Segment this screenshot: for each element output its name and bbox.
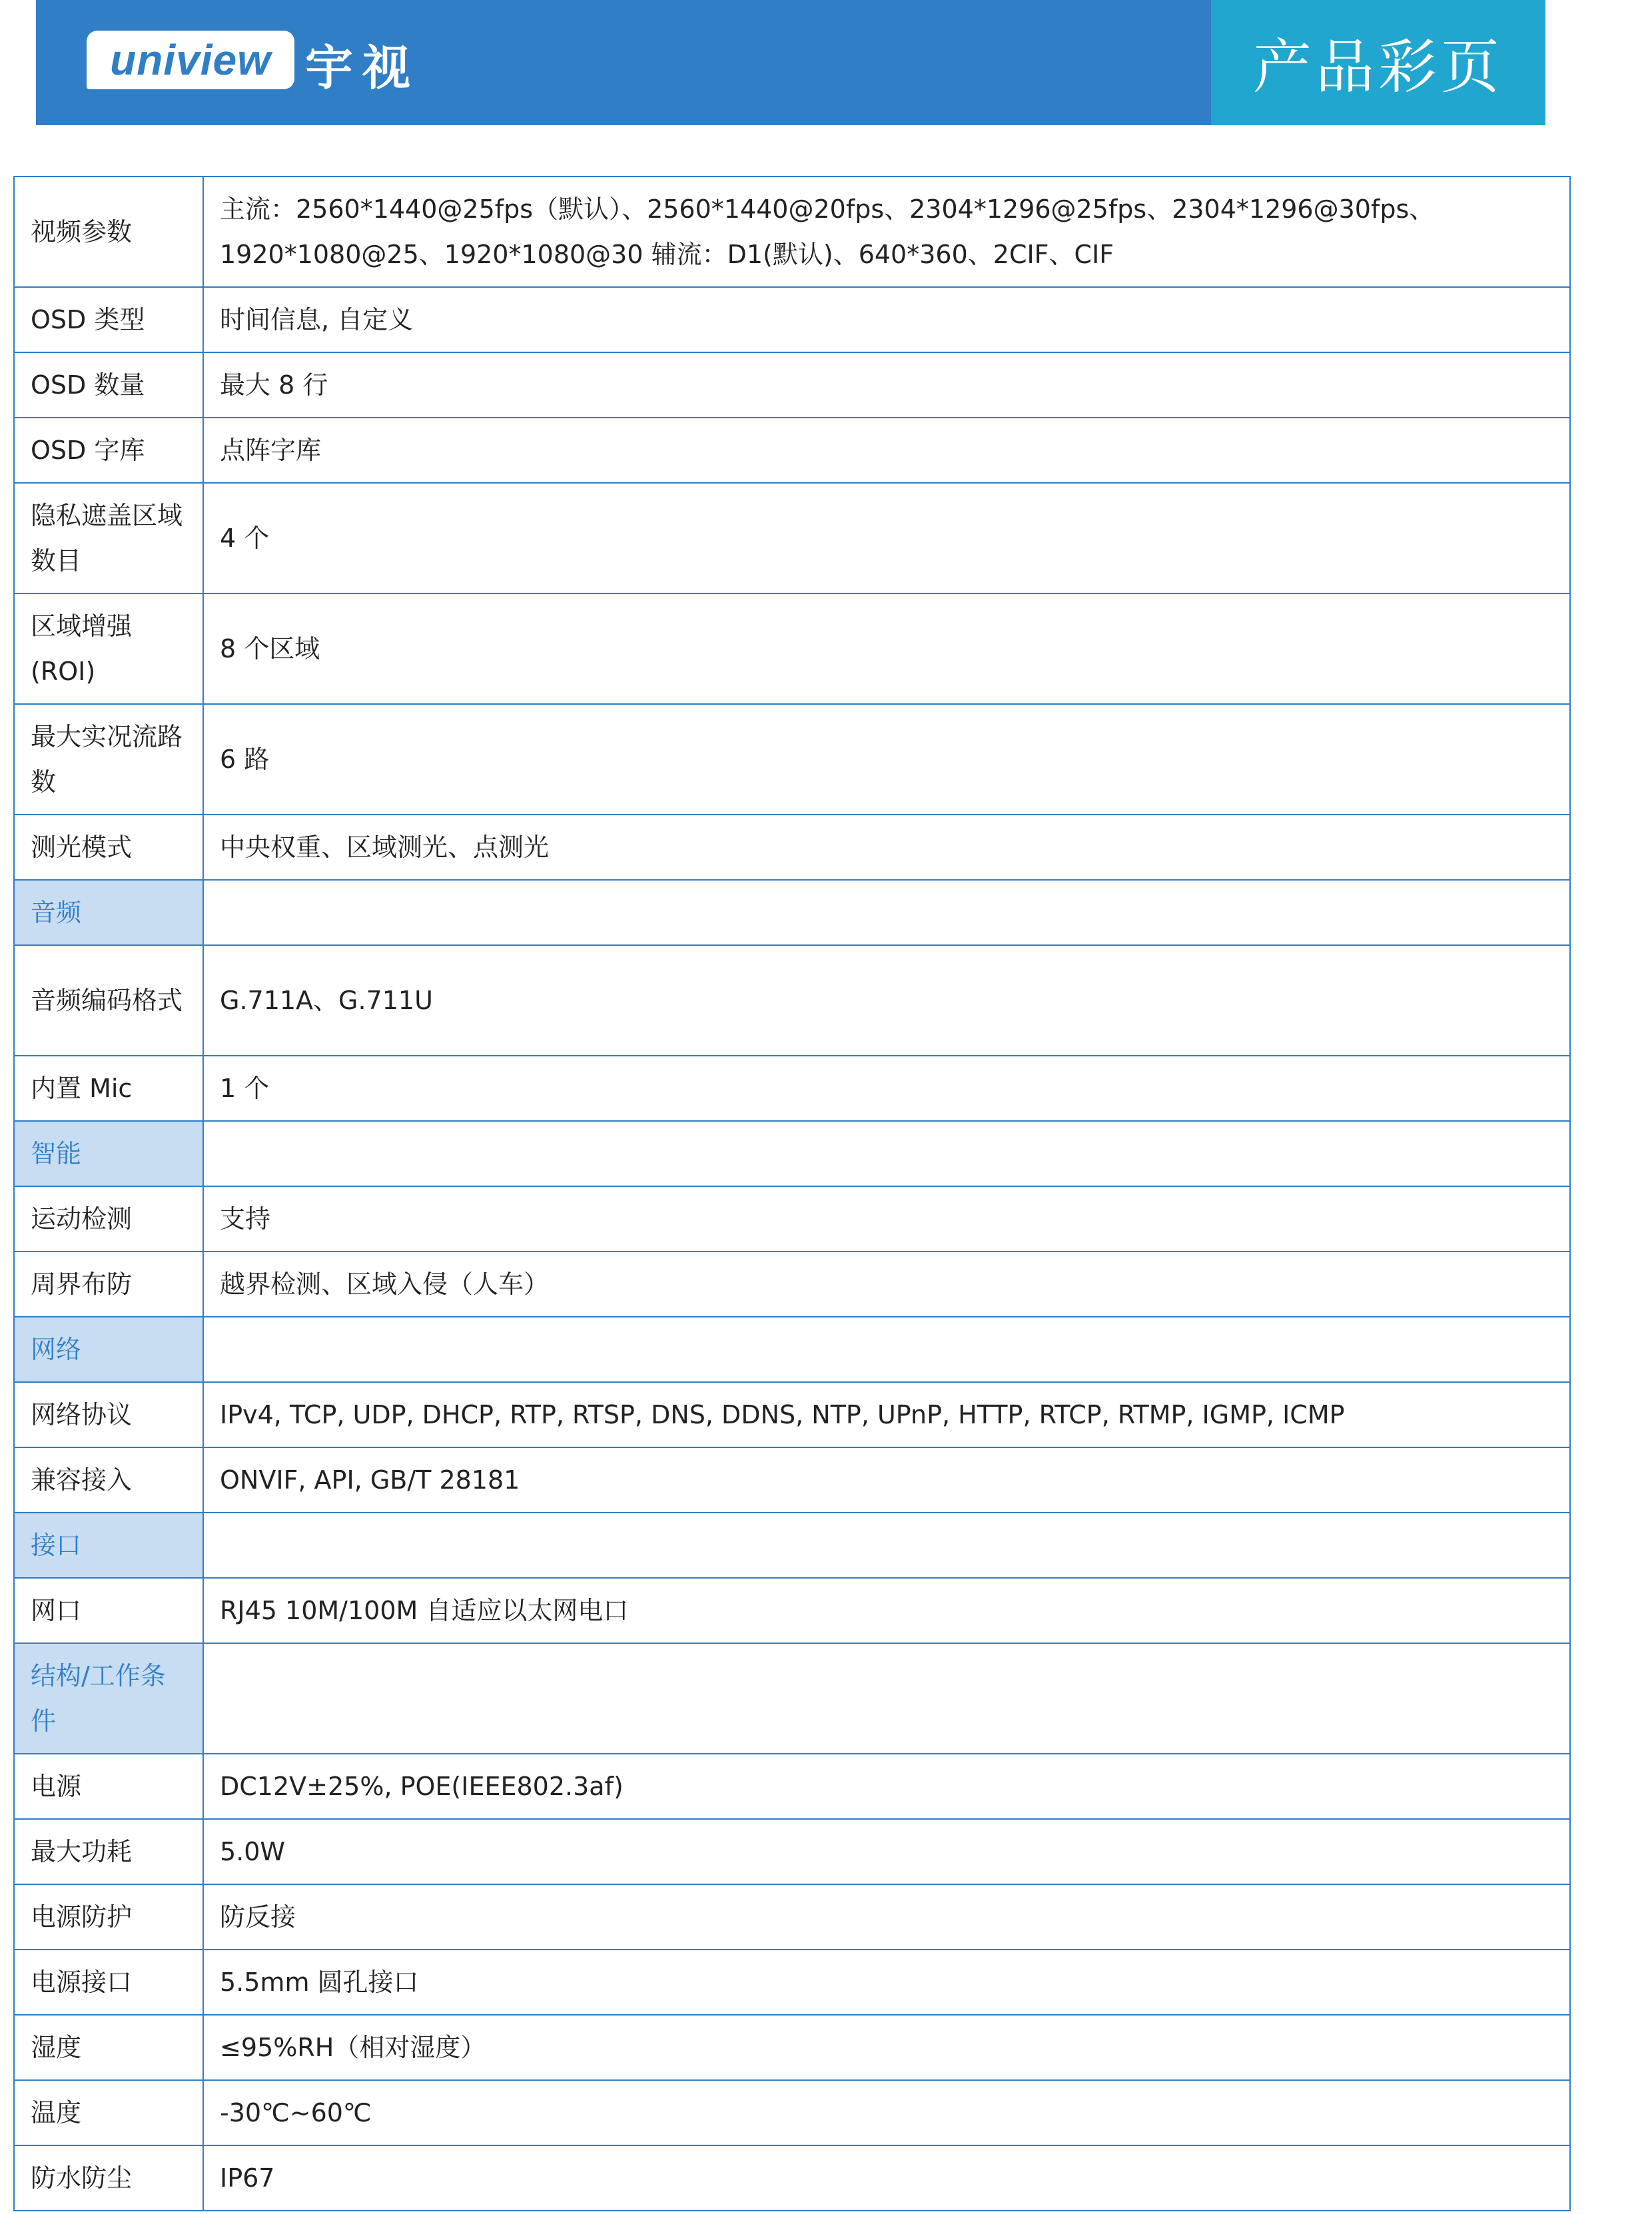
row-value: 时间信息, 自定义	[203, 287, 1570, 352]
row-value: ONVIF, API, GB/T 28181	[203, 1447, 1570, 1513]
row-value: IP67	[203, 2145, 1570, 2211]
row-label: 兼容接入	[14, 1447, 203, 1513]
row-value: ≤95%RH（相对湿度）	[203, 2015, 1570, 2080]
table-row	[14, 418, 1570, 483]
header-title-area	[1211, 0, 1545, 125]
row-label: OSD 类型	[14, 287, 203, 352]
table-row	[14, 2145, 1570, 2211]
table-row	[14, 1578, 1570, 1643]
table-row	[14, 2080, 1570, 2145]
brand-name-cn: 宇视	[305, 40, 420, 96]
row-value: 最大 8 行	[203, 352, 1570, 418]
section-row	[14, 1513, 1570, 1578]
section-row	[14, 1317, 1570, 1382]
section-row	[14, 1121, 1570, 1186]
row-label: 最大实况流路数	[14, 704, 203, 815]
row-value: 1 个	[203, 1056, 1570, 1121]
spec-table-body	[14, 177, 1570, 2211]
spec-table	[13, 176, 1571, 2211]
row-value: 5.5mm 圆孔接口	[203, 1950, 1570, 2015]
row-value: 中央权重、区域测光、点测光	[203, 815, 1570, 880]
page-title: 产品彩页	[1252, 33, 1503, 101]
section-empty-cell	[203, 1513, 1570, 1578]
row-label: 湿度	[14, 2015, 203, 2080]
row-label: 电源防护	[14, 1884, 203, 1950]
header-brand-area	[36, 0, 1211, 125]
row-value: 防反接	[203, 1884, 1570, 1950]
table-row	[14, 1447, 1570, 1513]
row-value: 主流：2560*1440@25fps（默认）、2560*1440@20fps、2304*1296@25fps、2304*1296@30fps、1920*1080@25、1920*1080@30 辅流：D1(默认)、640*360、2CIF、CIF	[203, 177, 1570, 287]
row-label: 测光模式	[14, 815, 203, 880]
row-value: 5.0W	[203, 1819, 1570, 1884]
row-value: 点阵字库	[203, 418, 1570, 483]
table-row	[14, 1056, 1570, 1121]
row-label: 网络协议	[14, 1382, 203, 1447]
row-label: 电源	[14, 1754, 203, 1819]
table-row	[14, 1884, 1570, 1950]
table-row	[14, 1819, 1570, 1884]
row-label: OSD 字库	[14, 418, 203, 483]
row-value: 8 个区域	[203, 593, 1570, 704]
table-row	[14, 177, 1570, 287]
row-label: 网口	[14, 1578, 203, 1643]
section-heading: 网络	[14, 1317, 203, 1382]
table-row	[14, 593, 1570, 704]
row-label: 音频编码格式	[14, 945, 203, 1056]
table-row	[14, 1186, 1570, 1252]
row-value: DC12V±25%, POE(IEEE802.3af)	[203, 1754, 1570, 1819]
table-row	[14, 1252, 1570, 1317]
section-row	[14, 880, 1570, 945]
row-value: RJ45 10M/100M 自适应以太网电口	[203, 1578, 1570, 1643]
table-row	[14, 287, 1570, 352]
table-row	[14, 815, 1570, 880]
table-row	[14, 704, 1570, 815]
section-empty-cell	[203, 1121, 1570, 1186]
row-value: 越界检测、区域入侵（人车）	[203, 1252, 1570, 1317]
page-header	[36, 0, 1545, 125]
table-row	[14, 352, 1570, 418]
table-row	[14, 1754, 1570, 1819]
section-heading: 音频	[14, 880, 203, 945]
section-heading: 智能	[14, 1121, 203, 1186]
section-heading: 结构/工作条件	[14, 1643, 203, 1754]
table-row	[14, 2015, 1570, 2080]
row-value: 6 路	[203, 704, 1570, 815]
row-label: 内置 Mic	[14, 1056, 203, 1121]
row-label: OSD 数量	[14, 352, 203, 418]
row-label: 周界布防	[14, 1252, 203, 1317]
row-label: 电源接口	[14, 1950, 203, 2015]
section-heading: 接口	[14, 1513, 203, 1578]
row-label: 运动检测	[14, 1186, 203, 1252]
row-label: 最大功耗	[14, 1819, 203, 1884]
row-value: G.711A、G.711U	[203, 945, 1570, 1056]
row-value: 支持	[203, 1186, 1570, 1252]
table-row	[14, 1382, 1570, 1447]
row-value: -30℃~60℃	[203, 2080, 1570, 2145]
table-row	[14, 483, 1570, 593]
row-value: 4 个	[203, 483, 1570, 593]
row-label: 温度	[14, 2080, 203, 2145]
section-empty-cell	[203, 1317, 1570, 1382]
row-label: 隐私遮盖区域数目	[14, 483, 203, 593]
section-row	[14, 1643, 1570, 1754]
table-row	[14, 945, 1570, 1056]
row-value: IPv4, TCP, UDP, DHCP, RTP, RTSP, DNS, DDNS, NTP, UPnP, HTTP, RTCP, RTMP, IGMP, ICMP	[203, 1382, 1570, 1447]
row-label: 视频参数	[14, 177, 203, 287]
logo-text: uniview	[110, 36, 271, 84]
section-empty-cell	[203, 880, 1570, 945]
table-row	[14, 1950, 1570, 2015]
uniview-logo	[87, 31, 294, 89]
row-label: 防水防尘	[14, 2145, 203, 2211]
row-label: 区域增强(ROI)	[14, 593, 203, 704]
section-empty-cell	[203, 1643, 1570, 1754]
